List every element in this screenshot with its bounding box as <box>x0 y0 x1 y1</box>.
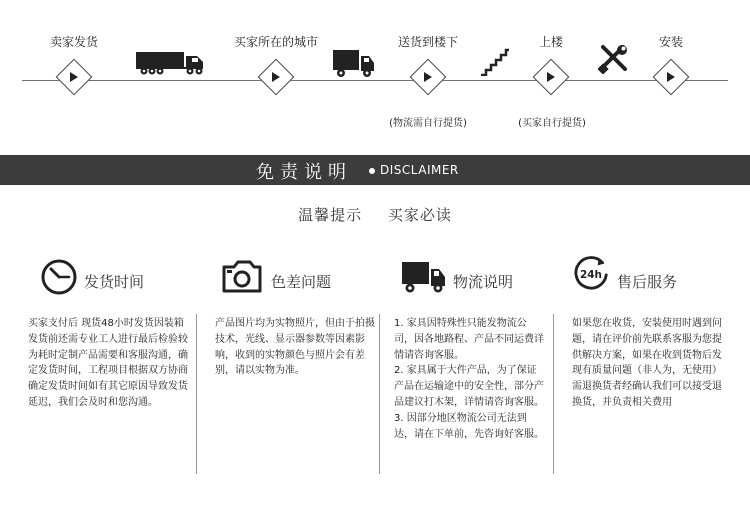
note-buyer-pickup: (买家自行提货) <box>518 118 586 129</box>
disclaimer-title: 免责说明 <box>256 162 352 183</box>
play-diamond-icon <box>533 59 570 96</box>
truck-icon <box>401 257 447 297</box>
step-label-upstairs: 上楼 <box>538 35 564 49</box>
svg-text:24h: 24h <box>579 268 603 281</box>
camera-icon <box>220 257 264 297</box>
column-divider <box>196 314 197 474</box>
process-timeline <box>22 80 728 81</box>
bullet-dot-icon <box>369 168 375 174</box>
notice-must-read: 买家必读 <box>387 206 452 224</box>
semi-truck-icon <box>136 50 208 76</box>
col-body-line: 2. 家具属于大件产品，为了保证产品在运输途中的安全性，部分产品建议打木架，详情请咨询客服。 <box>394 365 544 408</box>
col-body-after-sales <box>572 316 730 411</box>
col-body-line: 如果您在收货，安装使用时遇到问题，请在评价前先联系客服为您提供解决方案，如果在收到货物后发现有质量问题（非人为，无使用）需退换货者经确认我们可以接受退换货，并负责相关费用 <box>572 318 722 408</box>
play-diamond-icon <box>410 59 447 96</box>
col-body-line: 1. 家具因特殊性只能发物流公司，因各地路程、产品不同运费详情请咨询客服。 <box>394 318 544 361</box>
step-label-seller-ship: 卖家发货 <box>49 35 99 49</box>
col-body-line: 3. 因部分地区物流公司无法到达，请在下单前，先咨询好客服。 <box>394 412 544 440</box>
play-diamond-icon <box>653 59 690 96</box>
step-label-downstairs: 送货到楼下 <box>397 35 459 49</box>
tools-icon <box>598 44 628 74</box>
col-title-color-difference: 色差问题 <box>271 273 332 291</box>
col-body-line: 产品图片均为实物照片，但由于拍摄技术，光线、显示器参数等因素影响，收到的实物颜色与照片会有差别，请以实物为准。 <box>215 318 375 377</box>
col-title-after-sales: 售后服务 <box>617 273 678 291</box>
notice-warm-tip: 温馨提示 <box>298 206 363 224</box>
notice-heading <box>0 204 750 225</box>
stairs-icon <box>480 48 510 76</box>
disclaimer-subtitle: DISCLAIMER <box>380 163 459 177</box>
note-logistics-pickup: (物流需自行提货) <box>389 118 467 129</box>
clock-icon <box>40 257 78 297</box>
24h-service-icon <box>570 254 612 294</box>
step-label-buyer-city: 买家所在的城市 <box>233 35 319 49</box>
col-body-delivery-time <box>28 316 188 411</box>
col-body-line: 买家支付后 现货48小时发货因装箱发货前还需专业工人进行最后检验较为耗时定制产品需要和客服沟通，确定发货时间，工程项目根据双方协商确定发货时间如有其它原因导致发货延迟，我们会及时和您沟通。 <box>28 318 188 408</box>
column-divider <box>553 314 554 474</box>
column-divider <box>379 314 380 474</box>
play-diamond-icon <box>258 59 295 96</box>
play-diamond-icon <box>56 59 93 96</box>
step-label-install: 安装 <box>658 35 684 49</box>
delivery-truck-icon <box>333 48 375 78</box>
disclaimer-bar <box>0 155 750 185</box>
col-title-delivery-time: 发货时间 <box>84 273 145 291</box>
col-body-logistics <box>394 316 544 442</box>
col-title-logistics: 物流说明 <box>453 273 514 291</box>
col-body-color-difference <box>215 316 375 379</box>
